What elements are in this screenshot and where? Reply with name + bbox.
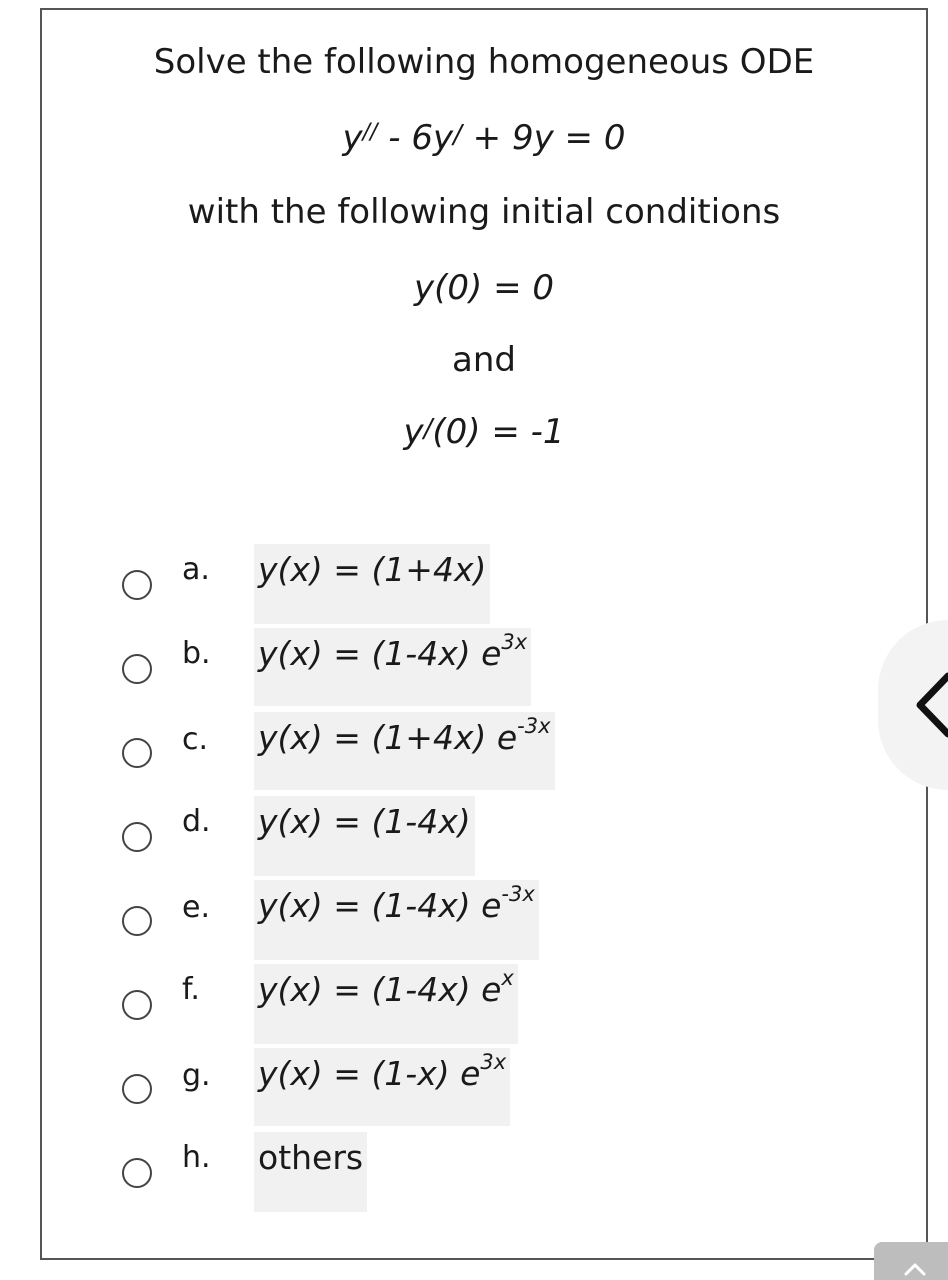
- answer-exponent: 3x: [501, 630, 528, 654]
- option-letter: g.: [182, 1058, 211, 1093]
- option-a[interactable]: [42, 538, 926, 622]
- option-answer[interactable]: [254, 796, 475, 876]
- condition-part: (0) = -1: [432, 412, 565, 452]
- answer-exponent: -3x: [501, 882, 535, 906]
- radio-button[interactable]: [122, 990, 152, 1020]
- ode-prime-marks: //: [362, 120, 378, 145]
- ode-part: + 9y = 0: [461, 118, 626, 158]
- option-g[interactable]: [42, 1042, 926, 1126]
- ode-equation: [42, 118, 926, 158]
- answer-base: y(x) = (1-x) e: [258, 1054, 481, 1093]
- radio-button[interactable]: [122, 1158, 152, 1188]
- option-letter: c.: [182, 722, 209, 757]
- condition-prime-mark: /: [423, 414, 433, 444]
- answer-base: others: [258, 1138, 364, 1177]
- conditions-intro: with the following initial conditions: [187, 192, 781, 232]
- answer-exponent: -3x: [517, 714, 551, 738]
- option-answer[interactable]: [254, 1132, 367, 1212]
- option-letter: b.: [182, 636, 211, 671]
- option-answer[interactable]: [254, 712, 555, 790]
- option-answer[interactable]: [254, 628, 531, 706]
- option-f[interactable]: [42, 958, 926, 1042]
- option-h[interactable]: [42, 1126, 926, 1210]
- question-prompt: Solve the following homogeneous ODE: [153, 42, 815, 82]
- answer-base: y(x) = (1-4x) e: [258, 886, 502, 925]
- initial-condition-1: y(0) = 0: [413, 268, 555, 308]
- answer-exponent: x: [501, 966, 514, 990]
- answer-base: y(x) = (1-4x) e: [258, 634, 502, 673]
- option-d[interactable]: [42, 790, 926, 874]
- ode-part: - 6y: [377, 118, 454, 158]
- chevron-up-icon: [904, 1262, 926, 1276]
- answer-base: y(x) = (1-4x) e: [258, 970, 502, 1009]
- scroll-up-tab[interactable]: [874, 1242, 948, 1280]
- question-card: [40, 8, 928, 1260]
- option-c[interactable]: [42, 706, 926, 790]
- chevron-left-icon: [914, 672, 948, 738]
- radio-button[interactable]: [122, 1074, 152, 1104]
- option-letter: e.: [182, 890, 210, 925]
- initial-condition-2: [42, 412, 926, 452]
- radio-button[interactable]: [122, 738, 152, 768]
- option-answer[interactable]: [254, 544, 490, 624]
- answer-exponent: 3x: [480, 1050, 507, 1074]
- radio-button[interactable]: [122, 906, 152, 936]
- ode-prime-mark: /: [453, 120, 462, 150]
- radio-button[interactable]: [122, 570, 152, 600]
- option-answer[interactable]: [254, 964, 518, 1044]
- radio-button[interactable]: [122, 822, 152, 852]
- connector-text: and: [452, 340, 516, 380]
- option-letter: d.: [182, 804, 211, 839]
- condition-part: y: [403, 412, 424, 452]
- option-letter: f.: [182, 972, 200, 1007]
- option-letter: a.: [182, 552, 210, 587]
- option-b[interactable]: [42, 622, 926, 706]
- option-e[interactable]: [42, 874, 926, 958]
- answer-base: y(x) = (1-4x): [258, 802, 471, 841]
- ode-part: y: [342, 118, 363, 158]
- option-answer[interactable]: [254, 1048, 510, 1126]
- option-answer[interactable]: [254, 880, 539, 960]
- answer-base: y(x) = (1+4x) e: [258, 718, 518, 757]
- option-letter: h.: [182, 1140, 211, 1175]
- answer-base: y(x) = (1+4x): [258, 550, 487, 589]
- radio-button[interactable]: [122, 654, 152, 684]
